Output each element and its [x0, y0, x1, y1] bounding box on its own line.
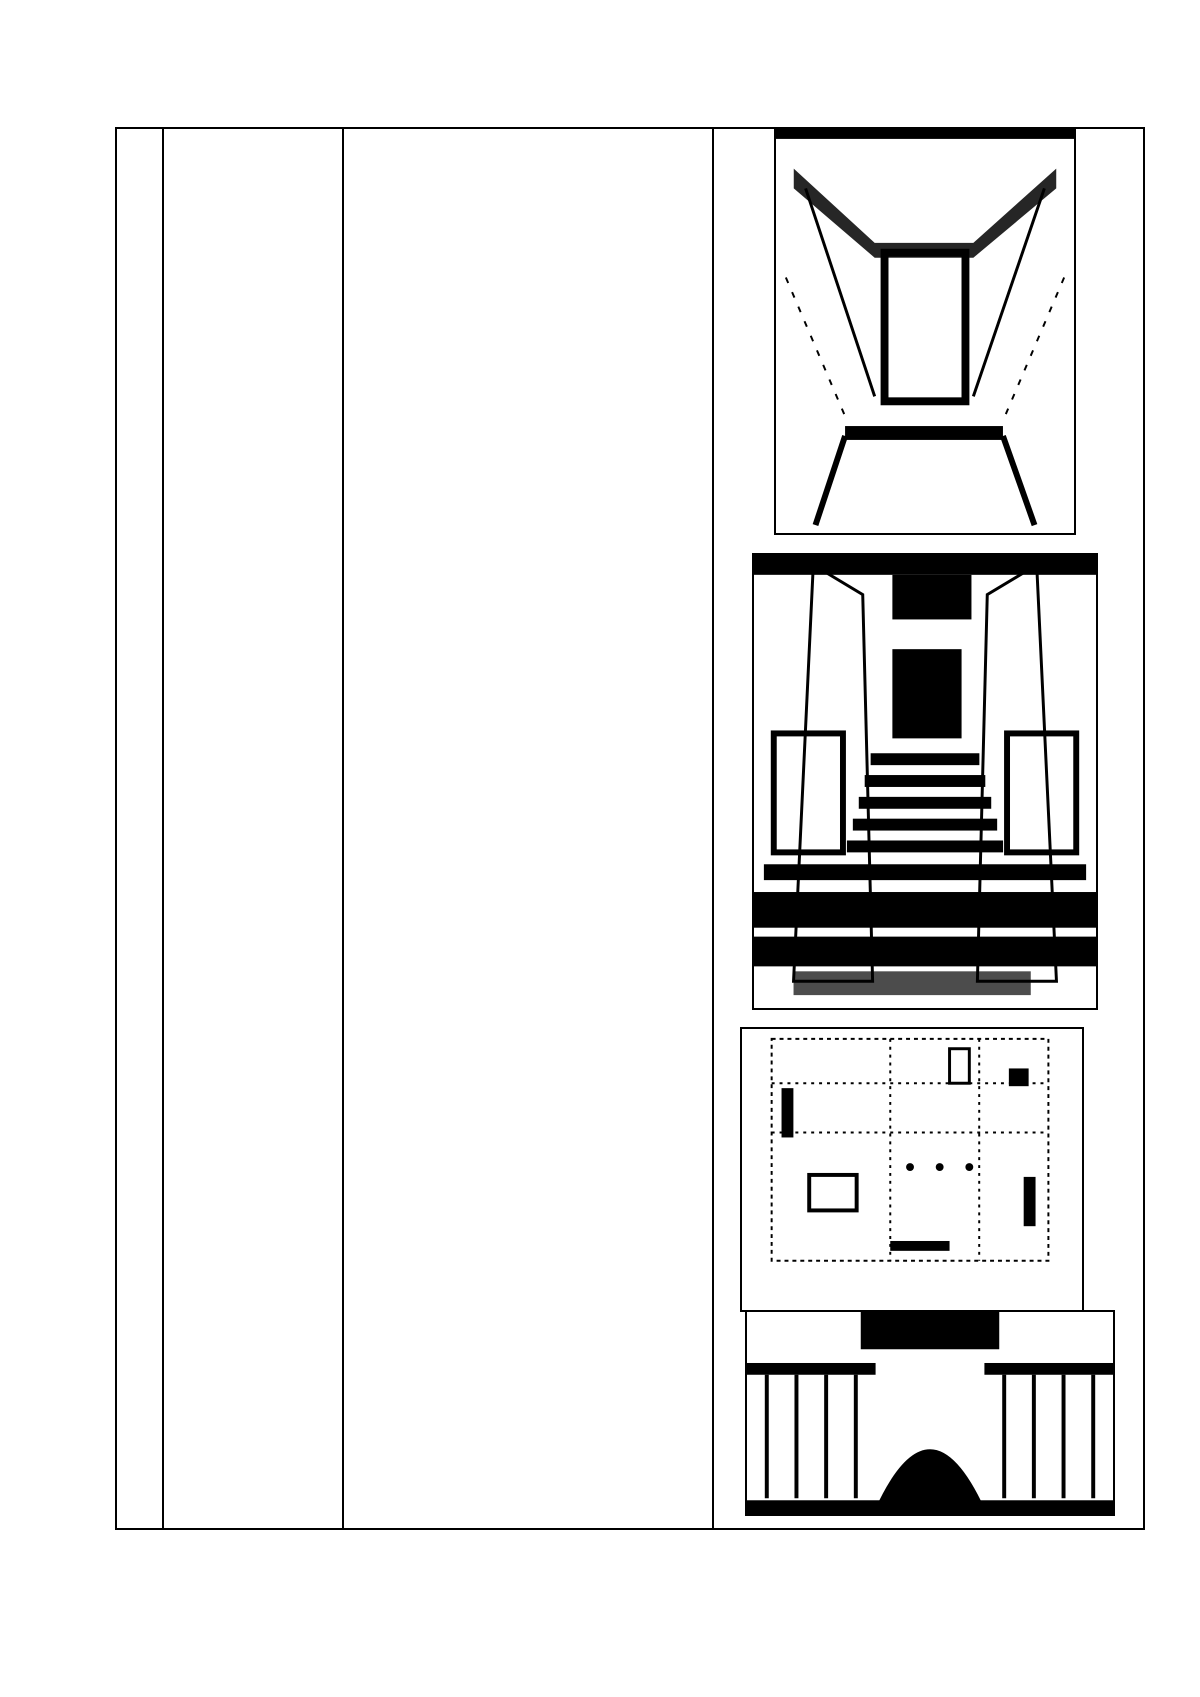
vault-ceiling-photo	[774, 127, 1076, 535]
floor-plan-fragment	[740, 1027, 1084, 1312]
column-divider-3	[712, 127, 714, 1530]
column-divider-1	[162, 127, 164, 1530]
staircase-photo	[752, 553, 1098, 1010]
column-divider-2	[342, 127, 344, 1530]
railing-photo	[745, 1310, 1115, 1516]
